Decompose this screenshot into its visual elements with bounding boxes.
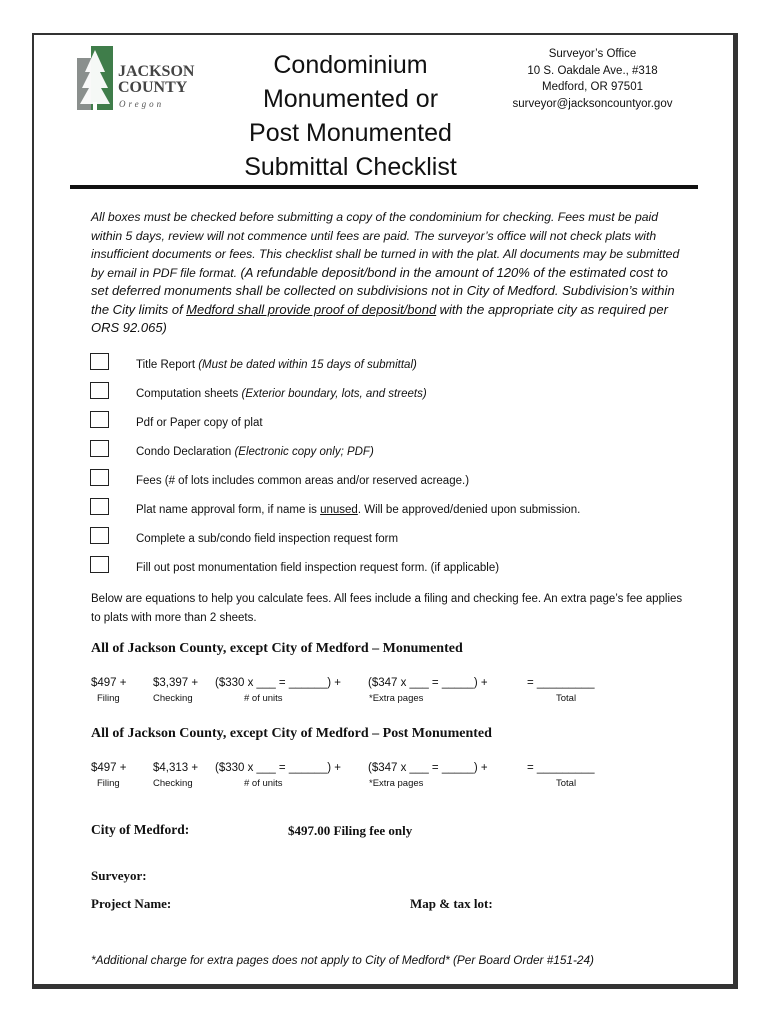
extra-pages-fee: ($347 x ___ = _____) + [368,762,488,774]
checklist-item-condo-declaration [90,440,690,469]
item-underlined: unused [320,504,358,516]
project-name-label: Project Name: [91,896,172,911]
checkbox[interactable] [90,411,109,428]
item-rest: . Will be approved/denied upon submission. [357,504,581,516]
checklist-item-fees [90,469,690,498]
fee-explanation: Below are equations to help you calculate fees. All fees include a filing and checking fee. An extra page’s fee applies to plats with more than 2 sheets. [91,593,683,624]
units-label: # of units [244,778,283,789]
extra-pages-label: *Extra pages [369,693,424,704]
medford-label: City of Medford: [91,822,190,837]
map-tax-lot-label: Map & tax lot: [410,896,493,911]
checklist-item-title-report [90,353,690,382]
checklist-label [136,504,580,516]
submittal-checklist [90,353,690,585]
page-title [228,48,473,184]
checklist-label [136,446,374,458]
medford-fee: $497.00 Filing fee only [288,823,413,838]
title-line: Condominium [273,51,428,79]
checklist-label [136,417,263,429]
header-divider [70,185,698,189]
logo-subtitle: Oregon [119,99,165,109]
title-line: Post Monumented [249,119,452,147]
checkbox[interactable] [90,440,109,457]
intro-paragraph [91,208,686,338]
item-label: Computation sheets [136,388,239,400]
checkbox[interactable] [90,353,109,370]
checklist-label [136,388,427,400]
item-label: Title Report [136,359,196,371]
extra-pages-label: *Extra pages [369,778,424,789]
logo-wordmark [118,64,194,96]
title-line: Submittal Checklist [244,153,457,181]
checking-fee: $4,313 + [153,762,199,774]
office-email: surveyor@jacksoncountyor.gov [512,97,673,110]
checklist-item-field-inspection [90,527,690,556]
units-label: # of units [244,693,283,704]
item-note: (Must be dated within 15 days of submittal) [198,359,417,371]
total-fee: = _________ [527,677,595,689]
checking-fee: $3,397 + [153,677,199,689]
checkbox[interactable] [90,469,109,486]
filing-fee: $497 + [91,677,127,689]
office-name: Surveyor’s Office [548,48,637,60]
office-city: Medford, OR 97501 [541,81,643,93]
checkbox[interactable] [90,382,109,399]
item-note: (Electronic copy only; PDF) [234,446,374,458]
checklist-item-plat-copy [90,411,690,440]
intro-text: All boxes must be checked before submitting a copy of the condominium for checking. Fees must be paid within 5 days, review will not commence until fees are paid. The surveyor’s office will not check plats with insufficient documents or fees. This checklist shall be turned in with the plat. All documents may be submitted by email in PDF file format. [91,210,680,280]
footer-note: *Additional charge for extra pages does not apply to City of Medford* (Per Board Order #151-24) [91,953,594,967]
surveyor-label: Surveyor: [91,868,147,883]
item-label: Fill out post monumentation field inspection request form. (if applicable) [136,562,500,574]
extra-pages-fee: ($347 x ___ = _____) + [368,677,488,689]
item-label: Fees (# of lots includes common areas and/or reserved acreage.) [136,475,470,487]
total-label: Total [556,778,577,789]
total-label: Total [556,693,577,704]
units-fee: ($330 x ___ = ______) + [215,762,341,774]
filing-fee: $497 + [91,762,127,774]
item-label: Plat name approval form, if name is [136,504,317,516]
checking-label: Checking [153,778,193,789]
checklist-item-computation-sheets [90,382,690,411]
logo-line1: JACKSON [118,63,195,80]
checklist-item-post-monumentation [90,556,690,585]
total-fee: = _________ [527,762,595,774]
intro-ors-text: with the appropriate city as required per ORS 92.065) [91,301,668,335]
item-note: (Exterior boundary, lots, and streets) [241,388,427,400]
tree-logo-icon [75,42,115,112]
intro-deposit-text: (A refundable deposit/bond in the amount of 120% of the estimated cost to set deferred monuments shall be collected on subdivisions not in City of Medford. Subdivision’s within the City limits of [91,264,675,317]
filing-label: Filing [97,693,120,704]
filing-label: Filing [97,778,120,789]
checking-label: Checking [153,693,193,704]
checkbox[interactable] [90,556,109,573]
checklist-item-plat-name [90,498,690,527]
checklist-label [136,359,417,371]
section-heading-post-monumented: All of Jackson County, except City of Medford – Post Monumented [91,726,492,741]
jackson-county-logo [75,42,195,114]
item-label: Complete a sub/condo field inspection request form [136,533,399,545]
title-line: Monumented or [262,85,439,113]
checklist-label [136,533,398,545]
checkbox[interactable] [90,527,109,544]
section-heading-monumented: All of Jackson County, except City of Medford – Monumented [91,641,463,656]
office-address: 10 S. Oakdale Ave., #318 [527,64,658,77]
item-label: Pdf or Paper copy of plat [136,417,263,429]
intro-underlined-text: Medford shall provide proof of deposit/bond [186,301,437,317]
checklist-label [136,562,499,574]
units-fee: ($330 x ___ = ______) + [215,677,341,689]
checkbox[interactable] [90,498,109,515]
logo-line2: COUNTY [118,79,188,96]
checklist-label [136,475,469,487]
office-contact [500,46,685,112]
item-label: Condo Declaration [136,446,232,458]
